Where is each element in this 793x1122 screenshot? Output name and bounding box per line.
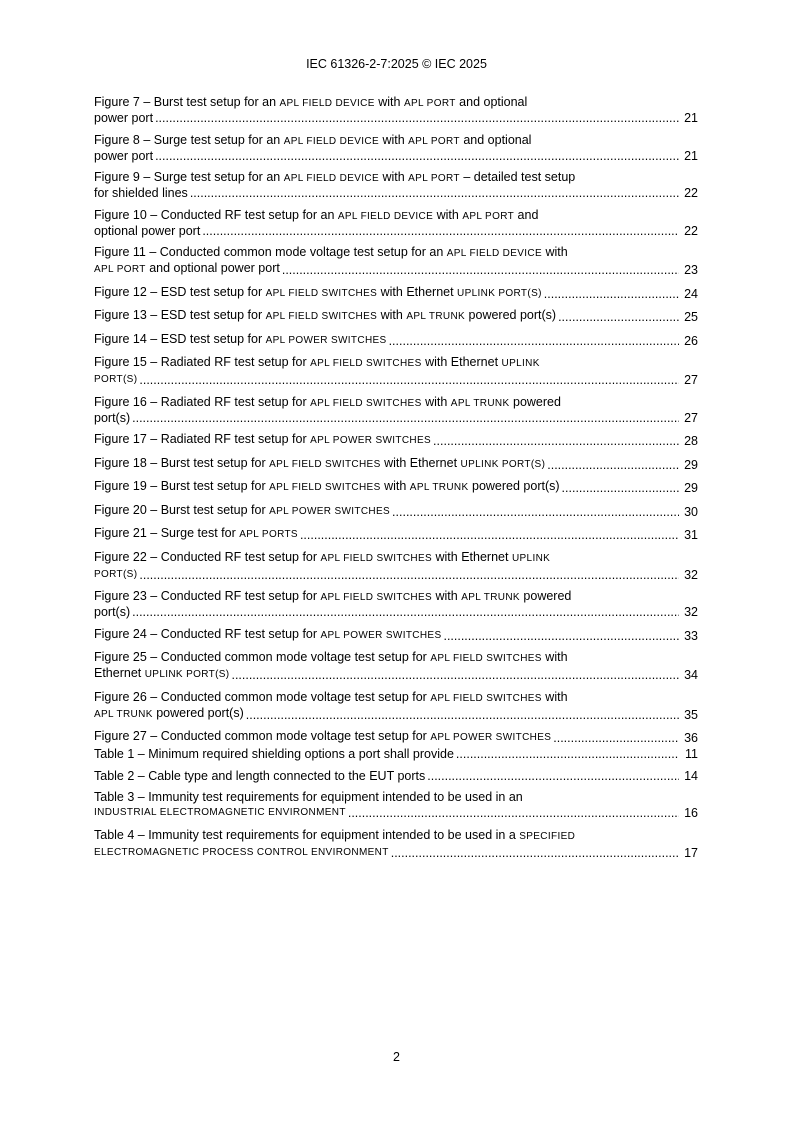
figure-entry[interactable] bbox=[94, 729, 698, 745]
entry-title-text bbox=[94, 170, 575, 184]
dot-leader bbox=[553, 731, 679, 745]
title-segment: power port bbox=[94, 148, 154, 163]
small-caps-term: APL FIELD SWITCHES bbox=[265, 311, 378, 322]
title-segment: powered bbox=[509, 394, 561, 409]
small-caps-term: UPLINK PORT(S) bbox=[144, 669, 230, 680]
entry-line bbox=[94, 186, 698, 200]
title-segment: power port bbox=[94, 111, 154, 125]
figure-entry[interactable] bbox=[94, 526, 698, 542]
small-caps-term: APL TRUNK bbox=[450, 397, 510, 409]
figure-entry[interactable] bbox=[94, 627, 698, 643]
title-segment: with bbox=[378, 170, 409, 184]
dot-leader bbox=[547, 458, 679, 472]
entry-title-text bbox=[94, 627, 441, 643]
entry-title-text bbox=[94, 456, 545, 472]
title-segment: Figure 20 – Burst test setup for bbox=[94, 502, 270, 517]
page-ref[interactable]: 25 bbox=[684, 310, 698, 324]
title-segment: port(s) bbox=[94, 410, 131, 425]
entry-line bbox=[94, 627, 698, 643]
page-ref[interactable]: 29 bbox=[684, 457, 698, 472]
title-segment: with bbox=[541, 689, 568, 704]
small-caps-term: APL FIELD SWITCHES bbox=[269, 482, 381, 493]
entry-line bbox=[94, 432, 698, 448]
figure-entry[interactable] bbox=[94, 589, 698, 619]
small-caps-term: APL PORT bbox=[94, 264, 146, 275]
entry-title-text bbox=[94, 550, 550, 564]
figure-entry[interactable] bbox=[94, 432, 698, 448]
figure-entry[interactable] bbox=[94, 550, 698, 582]
dot-leader bbox=[139, 568, 679, 582]
title-segment: with bbox=[541, 650, 568, 664]
title-segment: Table 3 – Immunity test requirements for equipment intended to be used in an bbox=[94, 790, 523, 804]
dot-leader bbox=[392, 505, 679, 519]
title-segment: Figure 26 – Conducted common mode voltage test setup for bbox=[94, 689, 431, 704]
entry-line bbox=[94, 395, 698, 411]
entry-title-text bbox=[94, 503, 390, 519]
entry-title-text bbox=[94, 208, 538, 222]
title-segment: with bbox=[421, 394, 451, 409]
dot-leader bbox=[139, 373, 679, 387]
dot-leader bbox=[132, 411, 679, 425]
small-caps-term: APL FIELD SWITCHES bbox=[430, 692, 542, 704]
small-caps-term: APL TRUNK bbox=[461, 592, 520, 603]
dot-leader bbox=[300, 528, 679, 542]
entry-line bbox=[94, 526, 698, 542]
small-caps-term: APL FIELD SWITCHES bbox=[310, 358, 422, 369]
entry-title-text bbox=[94, 690, 568, 704]
table-entry[interactable] bbox=[94, 790, 698, 820]
entry-line bbox=[94, 550, 698, 566]
dot-leader bbox=[348, 806, 679, 820]
title-segment: Figure 15 – Radiated RF test setup for bbox=[94, 355, 311, 369]
figure-entry[interactable] bbox=[94, 245, 698, 277]
entry-title-text bbox=[94, 332, 387, 348]
title-segment: Table 4 – Immunity test requirements for equipment intended to be used in a bbox=[94, 827, 520, 842]
entry-line bbox=[94, 804, 698, 820]
entry-line bbox=[94, 355, 698, 371]
page-ref[interactable]: 32 bbox=[684, 605, 698, 619]
entry-title-text bbox=[94, 747, 454, 761]
entry-title-text bbox=[94, 844, 389, 860]
entry-title-text bbox=[94, 432, 431, 448]
page-ref[interactable]: 23 bbox=[684, 263, 698, 277]
entry-line bbox=[94, 729, 698, 745]
small-caps-term: ELECTROMAGNETIC PROCESS CONTROL ENVIRONMENT bbox=[94, 846, 389, 858]
dot-leader bbox=[391, 846, 679, 860]
dot-leader bbox=[132, 605, 679, 619]
table-entry[interactable] bbox=[94, 769, 698, 783]
title-segment: with Ethernet bbox=[421, 355, 502, 369]
small-caps-term: PORT(S) bbox=[94, 568, 138, 580]
page-ref[interactable]: 32 bbox=[684, 567, 698, 582]
entry-line bbox=[94, 690, 698, 706]
dot-leader bbox=[544, 287, 679, 301]
figure-entry[interactable] bbox=[94, 456, 698, 472]
entry-title-text bbox=[94, 666, 229, 682]
entry-line bbox=[94, 149, 698, 163]
title-segment: and optional bbox=[459, 132, 532, 147]
small-caps-term: APL FIELD DEVICE bbox=[337, 210, 434, 222]
page-ref[interactable]: 14 bbox=[684, 768, 698, 783]
title-segment: – detailed test setup bbox=[459, 170, 576, 184]
small-caps-term: APL TRUNK bbox=[406, 311, 466, 322]
small-caps-term: UPLINK bbox=[501, 358, 540, 369]
small-caps-term: APL POWER SWITCHES bbox=[320, 629, 442, 641]
entry-line bbox=[94, 589, 698, 605]
title-segment: powered port(s) bbox=[465, 308, 557, 322]
entry-title-text bbox=[94, 706, 244, 722]
dot-leader bbox=[202, 224, 679, 238]
title-segment: Figure 21 – Surge test for bbox=[94, 526, 240, 540]
page-ref[interactable]: 16 bbox=[684, 806, 698, 820]
entry-line bbox=[94, 133, 698, 149]
figure-entry[interactable] bbox=[94, 479, 698, 495]
dot-leader bbox=[246, 708, 679, 722]
small-caps-term: APL FIELD SWITCHES bbox=[320, 592, 433, 603]
small-caps-term: APL FIELD SWITCHES bbox=[430, 653, 542, 664]
page-ref[interactable]: 24 bbox=[684, 286, 698, 301]
figure-entry[interactable] bbox=[94, 308, 698, 324]
entry-line bbox=[94, 650, 698, 666]
dot-leader bbox=[456, 747, 679, 761]
small-caps-term: INDUSTRIAL ELECTROMAGNETIC ENVIRONMENT bbox=[94, 807, 346, 818]
entry-title-text bbox=[94, 589, 571, 603]
small-caps-term: APL PORT bbox=[462, 210, 515, 222]
page-number: 2 bbox=[393, 1050, 400, 1064]
entry-line bbox=[94, 261, 698, 277]
title-segment: Table 2 – Cable type and length connected to the EUT ports bbox=[94, 768, 426, 783]
title-segment: Figure 18 – Burst test setup for bbox=[94, 455, 270, 470]
entry-line bbox=[94, 666, 698, 682]
small-caps-term: APL POWER SWITCHES bbox=[269, 505, 391, 517]
title-segment: port(s) bbox=[94, 605, 131, 619]
entry-title-text bbox=[94, 605, 130, 619]
small-caps-term: APL PORT bbox=[403, 98, 456, 109]
entry-title-text bbox=[94, 308, 556, 324]
entry-title-text bbox=[94, 245, 568, 259]
small-caps-term: APL FIELD SWITCHES bbox=[320, 552, 433, 564]
title-segment: Figure 19 – Burst test setup for bbox=[94, 479, 270, 493]
dot-leader bbox=[562, 481, 679, 495]
small-caps-term: UPLINK PORT(S) bbox=[460, 458, 546, 470]
entry-title-text bbox=[94, 566, 137, 582]
entry-line bbox=[94, 111, 698, 125]
small-caps-term: APL POWER SWITCHES bbox=[430, 732, 552, 743]
small-caps-term: APL FIELD DEVICE bbox=[279, 98, 375, 109]
small-caps-term: APL POWER SWITCHES bbox=[310, 435, 432, 446]
page-ref[interactable]: 30 bbox=[684, 504, 698, 519]
entry-title-text bbox=[94, 804, 346, 820]
title-segment: and bbox=[514, 207, 539, 222]
title-segment: with bbox=[542, 245, 568, 259]
figure-entry[interactable] bbox=[94, 690, 698, 722]
title-segment: Figure 11 – Conducted common mode voltage test setup for an bbox=[94, 245, 447, 259]
title-segment: for shielded lines bbox=[94, 186, 188, 200]
title-segment: Figure 24 – Conducted RF test setup for bbox=[94, 626, 321, 641]
title-segment: Figure 10 – Conducted RF test setup for an bbox=[94, 207, 338, 222]
dot-leader bbox=[443, 629, 679, 643]
title-segment: Figure 12 – ESD test setup for bbox=[94, 284, 266, 299]
entry-line bbox=[94, 747, 698, 761]
figure-entry[interactable] bbox=[94, 133, 698, 163]
dot-leader bbox=[433, 434, 679, 448]
entry-title-text bbox=[94, 650, 568, 664]
entry-line bbox=[94, 790, 698, 804]
dot-leader bbox=[231, 668, 679, 682]
figure-entry[interactable] bbox=[94, 285, 698, 301]
small-caps-term: APL FIELD SWITCHES bbox=[269, 458, 381, 470]
table-entry[interactable] bbox=[94, 828, 698, 860]
page-ref[interactable]: 22 bbox=[684, 186, 698, 200]
page-ref[interactable]: 22 bbox=[684, 223, 698, 238]
entry-title-text bbox=[94, 790, 523, 804]
small-caps-term: APL PORT bbox=[408, 173, 460, 184]
dot-leader bbox=[155, 111, 679, 125]
page-ref[interactable]: 29 bbox=[684, 481, 698, 495]
entry-line bbox=[94, 706, 698, 722]
entry-title-text bbox=[94, 479, 560, 495]
small-caps-term: APL TRUNK bbox=[94, 708, 153, 720]
title-segment: Figure 17 – Radiated RF test setup for bbox=[94, 432, 311, 446]
entry-line bbox=[94, 769, 698, 783]
figure-entry[interactable] bbox=[94, 503, 698, 519]
page-ref[interactable]: 26 bbox=[684, 333, 698, 348]
entry-line bbox=[94, 566, 698, 582]
title-segment: with Ethernet bbox=[380, 455, 461, 470]
entry-line bbox=[94, 371, 698, 387]
figure-entry[interactable] bbox=[94, 650, 698, 682]
entry-title-text bbox=[94, 261, 280, 277]
small-caps-term: APL FIELD DEVICE bbox=[283, 135, 379, 147]
entry-line bbox=[94, 224, 698, 238]
title-segment: with bbox=[432, 589, 462, 603]
entry-title-text bbox=[94, 729, 551, 745]
entry-title-text bbox=[94, 186, 188, 200]
entry-title-text bbox=[94, 133, 531, 147]
figure-entry[interactable] bbox=[94, 170, 698, 200]
page-ref[interactable]: 21 bbox=[684, 148, 698, 163]
small-caps-term: APL FIELD DEVICE bbox=[446, 248, 543, 259]
small-caps-term: APL FIELD DEVICE bbox=[283, 173, 379, 184]
title-segment: Figure 7 – Burst test setup for an bbox=[94, 95, 280, 109]
figure-entry[interactable] bbox=[94, 208, 698, 238]
small-caps-term: APL PORTS bbox=[239, 529, 298, 540]
list-of-figures bbox=[94, 95, 698, 753]
title-segment: with Ethernet bbox=[432, 549, 512, 564]
figure-entry[interactable] bbox=[94, 395, 698, 425]
entry-line bbox=[94, 828, 698, 844]
page-ref[interactable]: 31 bbox=[684, 528, 698, 542]
title-segment: with Ethernet bbox=[377, 284, 458, 299]
dot-leader bbox=[427, 769, 679, 783]
page-ref[interactable]: 36 bbox=[684, 731, 698, 745]
small-caps-term: APL TRUNK bbox=[409, 482, 469, 493]
title-segment: with bbox=[378, 132, 409, 147]
entry-title-text bbox=[94, 111, 153, 125]
entry-line bbox=[94, 332, 698, 348]
title-segment: Figure 27 – Conducted common mode voltage test setup for bbox=[94, 729, 431, 743]
small-caps-term: UPLINK bbox=[511, 552, 551, 564]
entry-title-text bbox=[94, 224, 200, 238]
entry-title-text bbox=[94, 371, 137, 387]
entry-line bbox=[94, 605, 698, 619]
figure-entry[interactable] bbox=[94, 332, 698, 348]
title-segment: with bbox=[380, 479, 410, 493]
page-ref[interactable]: 21 bbox=[684, 111, 698, 125]
entry-title-text bbox=[94, 526, 298, 542]
entry-title-text bbox=[94, 395, 561, 409]
title-segment: Figure 22 – Conducted RF test setup for bbox=[94, 549, 321, 564]
small-caps-term: APL FIELD SWITCHES bbox=[310, 397, 422, 409]
title-segment: powered port(s) bbox=[152, 705, 244, 720]
title-segment: powered bbox=[519, 589, 572, 603]
entry-line bbox=[94, 95, 698, 111]
entry-line bbox=[94, 245, 698, 261]
dot-leader bbox=[190, 186, 679, 200]
entry-line bbox=[94, 844, 698, 860]
entry-line bbox=[94, 503, 698, 519]
entry-title-text bbox=[94, 149, 153, 163]
figure-entry[interactable] bbox=[94, 355, 698, 387]
title-segment: with bbox=[377, 308, 407, 322]
entry-title-text bbox=[94, 355, 540, 369]
entry-title-text bbox=[94, 769, 425, 783]
title-segment: Figure 14 – ESD test setup for bbox=[94, 331, 266, 346]
entry-title-text bbox=[94, 95, 527, 109]
dot-leader bbox=[389, 334, 679, 348]
title-segment: with bbox=[374, 95, 404, 109]
title-segment: optional power port bbox=[94, 223, 201, 238]
entry-line bbox=[94, 170, 698, 186]
title-segment: and optional power port bbox=[145, 261, 280, 275]
page-header: IEC 61326-2-7:2025 © IEC 2025 bbox=[306, 57, 487, 71]
page-ref[interactable]: 34 bbox=[684, 668, 698, 682]
entry-line bbox=[94, 208, 698, 224]
entry-line bbox=[94, 456, 698, 472]
entry-title-text bbox=[94, 285, 542, 301]
dot-leader bbox=[282, 263, 679, 277]
title-segment: Figure 13 – ESD test setup for bbox=[94, 308, 266, 322]
small-caps-term: UPLINK PORT(S) bbox=[457, 287, 542, 299]
page-ref[interactable]: 27 bbox=[684, 373, 698, 387]
title-segment: Table 1 – Minimum required shielding options a port shall provide bbox=[94, 747, 454, 761]
entry-line bbox=[94, 285, 698, 301]
page-ref[interactable]: 35 bbox=[684, 707, 698, 722]
entry-line bbox=[94, 411, 698, 425]
page-ref[interactable]: 28 bbox=[684, 434, 698, 448]
title-segment: Figure 16 – Radiated RF test setup for bbox=[94, 394, 311, 409]
title-segment: Figure 23 – Conducted RF test setup for bbox=[94, 589, 321, 603]
entry-line bbox=[94, 308, 698, 324]
dot-leader bbox=[155, 149, 679, 163]
list-of-tables bbox=[94, 747, 698, 867]
small-caps-term: APL PORT bbox=[408, 135, 460, 147]
page-ref[interactable]: 11 bbox=[685, 747, 698, 761]
page-ref[interactable]: 27 bbox=[684, 410, 698, 425]
page-ref[interactable]: 17 bbox=[684, 845, 698, 860]
title-segment: and optional bbox=[455, 95, 528, 109]
title-segment: powered port(s) bbox=[468, 479, 560, 493]
table-entry[interactable] bbox=[94, 747, 698, 761]
figure-entry[interactable] bbox=[94, 95, 698, 125]
entry-title-text bbox=[94, 828, 575, 842]
dot-leader bbox=[558, 310, 679, 324]
small-caps-term: APL FIELD SWITCHES bbox=[265, 287, 378, 299]
title-segment: Figure 25 – Conducted common mode voltage test setup for bbox=[94, 650, 431, 664]
page-ref[interactable]: 33 bbox=[684, 628, 698, 643]
entry-line bbox=[94, 479, 698, 495]
title-segment: Figure 9 – Surge test setup for an bbox=[94, 170, 284, 184]
title-segment: with bbox=[433, 207, 463, 222]
title-segment: Ethernet bbox=[94, 666, 145, 680]
small-caps-term: PORT(S) bbox=[94, 374, 138, 385]
entry-title-text bbox=[94, 411, 130, 425]
small-caps-term: SPECIFIED bbox=[519, 830, 576, 842]
small-caps-term: APL POWER SWITCHES bbox=[265, 334, 387, 346]
title-segment: Figure 8 – Surge test setup for an bbox=[94, 132, 284, 147]
